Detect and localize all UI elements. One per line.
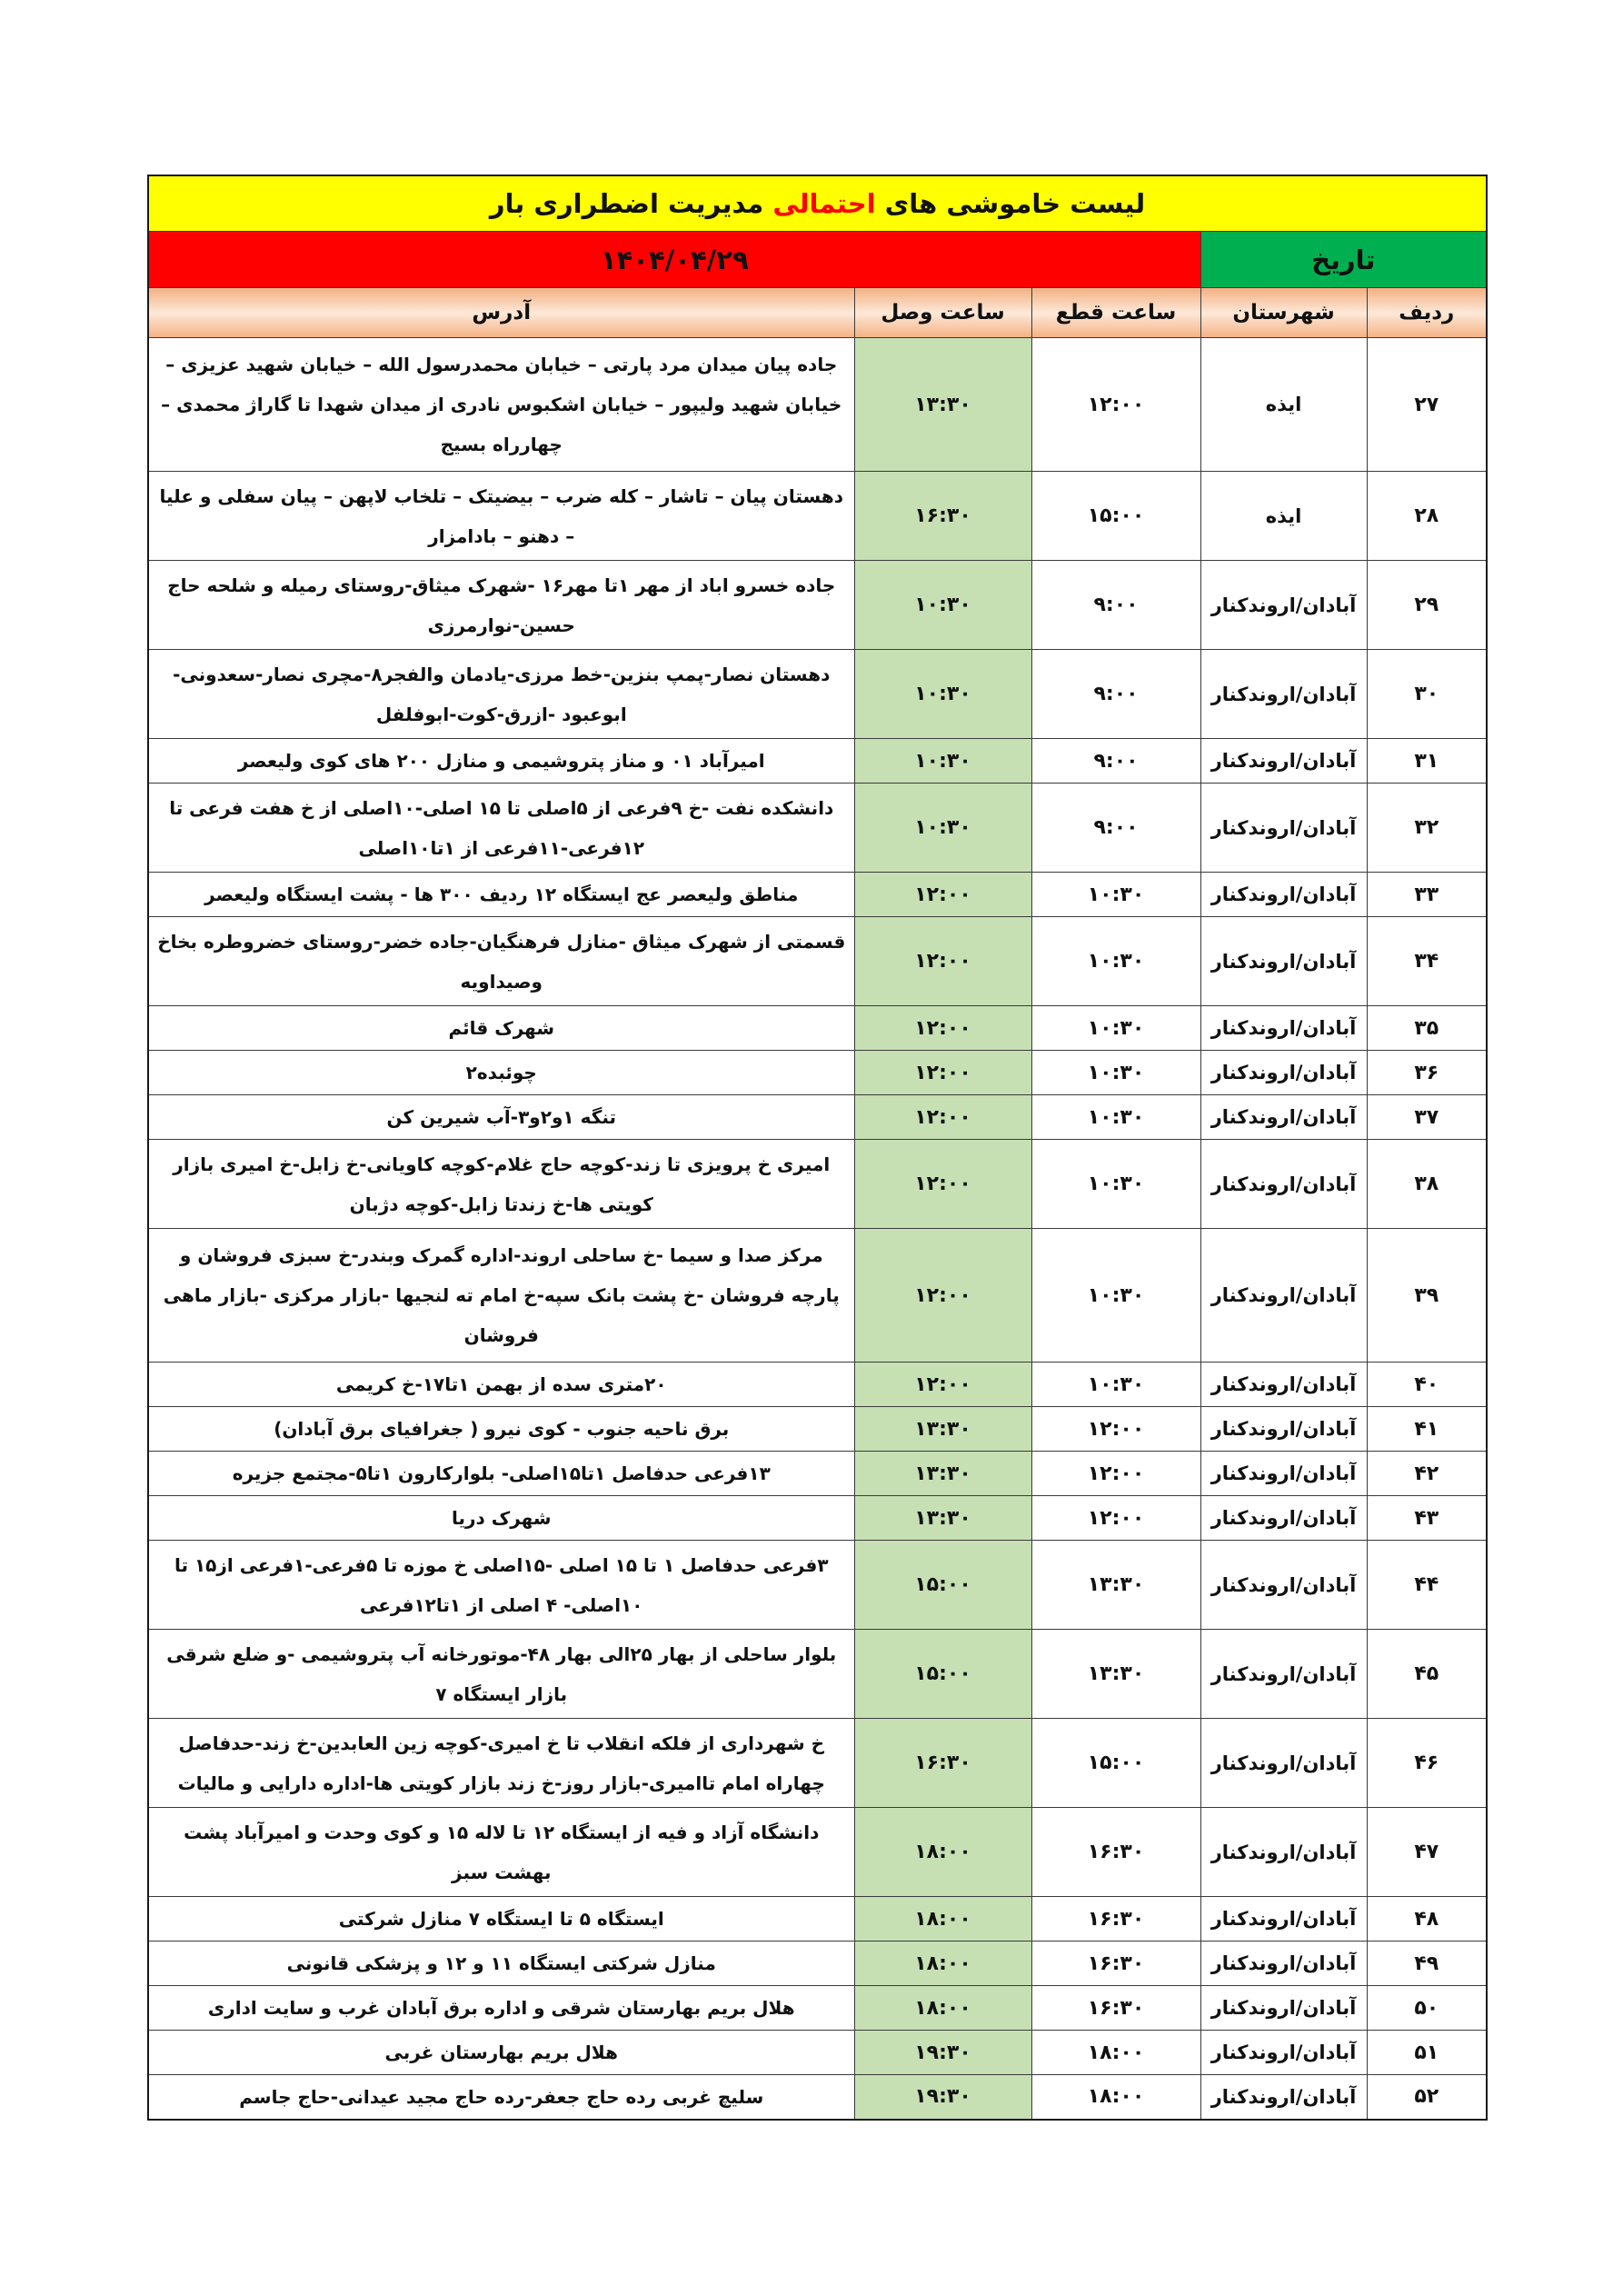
city-cell: آبادان/اروندکنار — [1200, 917, 1367, 1006]
table-row — [148, 472, 1487, 561]
date-value: ۱۴۰۴/۰۴/۲۹ — [148, 232, 1200, 288]
city-cell: آبادان/اروندکنار — [1200, 561, 1367, 650]
restore-time-cell: ۱۶:۳۰ — [854, 1719, 1031, 1808]
cut-time-cell: ۱۲:۰۰ — [1031, 1407, 1200, 1452]
address-cell: سلیچ غربی رده حاج جعفر-رده حاج مجید عیدانی-حاج جاسم — [148, 2075, 854, 2120]
restore-time-cell: ۱۲:۰۰ — [854, 1051, 1031, 1095]
city-cell: آبادان/اروندکنار — [1200, 1897, 1367, 1942]
city-cell: آبادان/اروندکنار — [1200, 1407, 1367, 1452]
restore-time-cell: ۱۲:۰۰ — [854, 1229, 1031, 1363]
table-row — [148, 1808, 1487, 1897]
table-row — [148, 1452, 1487, 1496]
restore-time-cell: ۱۲:۰۰ — [854, 873, 1031, 917]
row-number-cell: ۴۹ — [1367, 1942, 1487, 1986]
row-number-cell: ۳۷ — [1367, 1095, 1487, 1140]
outage-schedule-table — [147, 175, 1488, 2121]
address-cell: خ شهرداری از فلکه انقلاب تا خ امیری-کوچه زین العابدین-خ زند-حدفاصل چهاراه امام تاامیری-بازار روز-خ زند بازار کویتی ها-اداره دارایی و مالیات — [148, 1719, 854, 1808]
address-cell: هلال بریم بهارستان غربی — [148, 2031, 854, 2075]
table-row — [148, 561, 1487, 650]
table-row — [148, 1630, 1487, 1719]
cut-time-cell: ۹:۰۰ — [1031, 739, 1200, 784]
row-number-cell: ۳۴ — [1367, 917, 1487, 1006]
address-cell: جاده پیان میدان مرد پارتی – خیابان محمدرسول الله – خیابان شهید عزیزی – خیابان شهید ولیپور – خیابان اشکبوس نادری از میدان شهدا تا گاراژ محمدی – چهارراه بسیج — [148, 338, 854, 472]
row-number-cell: ۳۳ — [1367, 873, 1487, 917]
table-row — [148, 1363, 1487, 1407]
restore-time-cell: ۱۳:۳۰ — [854, 338, 1031, 472]
restore-time-cell: ۱۵:۰۰ — [854, 1541, 1031, 1630]
row-number-cell: ۵۲ — [1367, 2075, 1487, 2120]
address-cell: ۱۳فرعی حدفاصل ۱تا۱۵اصلی- بلوارکارون ۱تا۵-مجتمع جزیره — [148, 1452, 854, 1496]
header-row — [148, 288, 1487, 338]
row-number-cell: ۳۵ — [1367, 1006, 1487, 1051]
row-number-cell: ۳۹ — [1367, 1229, 1487, 1363]
header-city: شهرستان — [1200, 288, 1367, 338]
row-number-cell: ۳۸ — [1367, 1140, 1487, 1229]
cut-time-cell: ۱۰:۳۰ — [1031, 1229, 1200, 1363]
restore-time-cell: ۱۳:۳۰ — [854, 1452, 1031, 1496]
row-number-cell: ۲۸ — [1367, 472, 1487, 561]
restore-time-cell: ۱۸:۰۰ — [854, 1897, 1031, 1942]
cut-time-cell: ۱۵:۰۰ — [1031, 472, 1200, 561]
restore-time-cell: ۱۸:۰۰ — [854, 1808, 1031, 1897]
restore-time-cell: ۱۲:۰۰ — [854, 1006, 1031, 1051]
city-cell: آبادان/اروندکنار — [1200, 1986, 1367, 2031]
cut-time-cell: ۱۲:۰۰ — [1031, 1452, 1200, 1496]
cut-time-cell: ۱۰:۳۰ — [1031, 1006, 1200, 1051]
address-cell: ۳فرعی حدفاصل ۱ تا ۱۵ اصلی -۱۵اصلی خ موزه تا ۵فرعی-۱فرعی از۱۵ تا ۱۰اصلی- ۴ اصلی از ۱تا۱۲فرعی — [148, 1541, 854, 1630]
cut-time-cell: ۱۶:۳۰ — [1031, 1986, 1200, 2031]
title-row — [148, 175, 1487, 232]
city-cell: آبادان/اروندکنار — [1200, 1719, 1367, 1808]
cut-time-cell: ۱۳:۳۰ — [1031, 1541, 1200, 1630]
city-cell: آبادان/اروندکنار — [1200, 1630, 1367, 1719]
cut-time-cell: ۹:۰۰ — [1031, 784, 1200, 873]
row-number-cell: ۵۱ — [1367, 2031, 1487, 2075]
header-restore-time: ساعت وصل — [854, 288, 1031, 338]
row-number-cell: ۴۵ — [1367, 1630, 1487, 1719]
title-text-end: مدیریت اضطراری بار — [489, 188, 764, 219]
cut-time-cell: ۱۶:۳۰ — [1031, 1897, 1200, 1942]
row-number-cell: ۴۴ — [1367, 1541, 1487, 1630]
restore-time-cell: ۱۹:۳۰ — [854, 2031, 1031, 2075]
address-cell: جاده خسرو اباد از مهر ۱تا مهر۱۶ -شهرک میثاق-روستای رمیله و شلحه حاج حسین-نوارمرزی — [148, 561, 854, 650]
title-text-start: لیست خاموشی های — [884, 188, 1146, 219]
table-row — [148, 1140, 1487, 1229]
city-cell: آبادان/اروندکنار — [1200, 739, 1367, 784]
row-number-cell: ۳۰ — [1367, 650, 1487, 739]
cut-time-cell: ۱۲:۰۰ — [1031, 1496, 1200, 1541]
table-row — [148, 784, 1487, 873]
table-row — [148, 1719, 1487, 1808]
address-cell: امیری خ پرویزی تا زند-کوچه حاج غلام-کوچه کاویانی-خ زابل-خ امیری بازار کویتی ها-خ زندتا زابل-کوچه دژبان — [148, 1140, 854, 1229]
table-row — [148, 917, 1487, 1006]
address-cell: تنگه ۱و۲و۳-آب شیرین کن — [148, 1095, 854, 1140]
city-cell: آبادان/اروندکنار — [1200, 2075, 1367, 2120]
row-number-cell: ۳۲ — [1367, 784, 1487, 873]
restore-time-cell: ۱۹:۳۰ — [854, 2075, 1031, 2120]
row-number-cell: ۴۱ — [1367, 1407, 1487, 1452]
table-row — [148, 739, 1487, 784]
restore-time-cell: ۱۲:۰۰ — [854, 1363, 1031, 1407]
table-row — [148, 1407, 1487, 1452]
row-number-cell: ۴۶ — [1367, 1719, 1487, 1808]
header-address: آدرس — [148, 288, 854, 338]
cut-time-cell: ۱۸:۰۰ — [1031, 2031, 1200, 2075]
city-cell: آبادان/اروندکنار — [1200, 650, 1367, 739]
cut-time-cell: ۱۲:۰۰ — [1031, 338, 1200, 472]
cut-time-cell: ۱۰:۳۰ — [1031, 1363, 1200, 1407]
table-row — [148, 1229, 1487, 1363]
address-cell: دانشکده نفت -خ ۹فرعی از ۵اصلی تا ۱۵ اصلی-۱۰اصلی از خ هفت فرعی تا ۱۲فرعی-۱۱فرعی از ۱تا۱۰اصلی — [148, 784, 854, 873]
table-row — [148, 1541, 1487, 1630]
city-cell: آبادان/اروندکنار — [1200, 1363, 1367, 1407]
table-row — [148, 1897, 1487, 1942]
table-row — [148, 2031, 1487, 2075]
city-cell: آبادان/اروندکنار — [1200, 1452, 1367, 1496]
restore-time-cell: ۱۵:۰۰ — [854, 1630, 1031, 1719]
header-row-number: ردیف — [1367, 288, 1487, 338]
row-number-cell: ۴۰ — [1367, 1363, 1487, 1407]
table-row — [148, 338, 1487, 472]
row-number-cell: ۳۶ — [1367, 1051, 1487, 1095]
city-cell: آبادان/اروندکنار — [1200, 2031, 1367, 2075]
restore-time-cell: ۱۳:۳۰ — [854, 1407, 1031, 1452]
address-cell: منازل شرکتی ایستگاه ۱۱ و ۱۲ و پزشکی قانونی — [148, 1942, 854, 1986]
city-cell: آبادان/اروندکنار — [1200, 1808, 1367, 1897]
row-number-cell: ۲۹ — [1367, 561, 1487, 650]
city-cell: آبادان/اروندکنار — [1200, 1006, 1367, 1051]
row-number-cell: ۴۳ — [1367, 1496, 1487, 1541]
address-cell: دانشگاه آزاد و فیه از ایستگاه ۱۲ تا لاله ۱۵ و کوی وحدت و امیرآباد پشت بهشت سبز — [148, 1808, 854, 1897]
address-cell: امیرآباد ۰۱ و مناز پتروشیمی و منازل ۲۰۰ های کوی ولیعصر — [148, 739, 854, 784]
address-cell: ایستگاه ۵ تا ایستگاه ۷ منازل شرکتی — [148, 1897, 854, 1942]
page-title — [148, 175, 1487, 232]
restore-time-cell: ۱۰:۳۰ — [854, 784, 1031, 873]
table-row — [148, 873, 1487, 917]
row-number-cell: ۴۸ — [1367, 1897, 1487, 1942]
cut-time-cell: ۱۶:۳۰ — [1031, 1808, 1200, 1897]
city-cell: ایذه — [1200, 472, 1367, 561]
restore-time-cell: ۱۲:۰۰ — [854, 1095, 1031, 1140]
restore-time-cell: ۱۲:۰۰ — [854, 1140, 1031, 1229]
address-cell: شهرک دریا — [148, 1496, 854, 1541]
address-cell: مرکز صدا و سیما -خ ساحلی اروند-اداره گمرک وبندر-خ سبزی فروشان و پارچه فروشان -خ پشت بانک سپه-خ امام ته لنجیها -بازار مرکزی -بازار ماهی فروشان — [148, 1229, 854, 1363]
table-row — [148, 2075, 1487, 2120]
cut-time-cell: ۱۰:۳۰ — [1031, 873, 1200, 917]
city-cell: آبادان/اروندکنار — [1200, 873, 1367, 917]
address-cell: برق ناحیه جنوب - کوی نیرو ( جغرافیای برق آبادان) — [148, 1407, 854, 1452]
city-cell: آبادان/اروندکنار — [1200, 1541, 1367, 1630]
restore-time-cell: ۱۶:۳۰ — [854, 472, 1031, 561]
date-row — [148, 232, 1487, 288]
restore-time-cell: ۱۰:۳۰ — [854, 650, 1031, 739]
row-number-cell: ۴۲ — [1367, 1452, 1487, 1496]
restore-time-cell: ۱۲:۰۰ — [854, 917, 1031, 1006]
city-cell: آبادان/اروندکنار — [1200, 1140, 1367, 1229]
city-cell: آبادان/اروندکنار — [1200, 1229, 1367, 1363]
cut-time-cell: ۱۵:۰۰ — [1031, 1719, 1200, 1808]
address-cell: شهرک قائم — [148, 1006, 854, 1051]
table-row — [148, 1942, 1487, 1986]
table-row — [148, 1051, 1487, 1095]
cut-time-cell: ۱۰:۳۰ — [1031, 917, 1200, 1006]
restore-time-cell: ۱۳:۳۰ — [854, 1496, 1031, 1541]
address-cell: ۲۰متری سده از بهمن ۱تا۱۷-خ کریمی — [148, 1363, 854, 1407]
date-label: تاریخ — [1200, 232, 1487, 288]
city-cell: آبادان/اروندکنار — [1200, 1942, 1367, 1986]
city-cell: آبادان/اروندکنار — [1200, 784, 1367, 873]
address-cell: چوئبده۲ — [148, 1051, 854, 1095]
city-cell: آبادان/اروندکنار — [1200, 1496, 1367, 1541]
cut-time-cell: ۱۰:۳۰ — [1031, 1140, 1200, 1229]
title-highlight: احتمالی — [772, 188, 876, 219]
address-cell: مناطق ولیعصر عج ایستگاه ۱۲ ردیف ۳۰۰ ها - پشت ایستگاه ولیعصر — [148, 873, 854, 917]
address-cell: دهستان نصار-پمپ بنزین-خط مرزی-یادمان والفجر۸-مچری نصار-سعدونی-ابوعبود -ازرق-کوت-ابوفلفل — [148, 650, 854, 739]
address-cell: دهستان پیان – تاشار – کله ضرب – بیضیتک – تلخاب لاپهن – پیان سفلی و علیا – دهنو – بادامزار — [148, 472, 854, 561]
table-row — [148, 1496, 1487, 1541]
restore-time-cell: ۱۰:۳۰ — [854, 561, 1031, 650]
table-row — [148, 1006, 1487, 1051]
cut-time-cell: ۱۳:۳۰ — [1031, 1630, 1200, 1719]
cut-time-cell: ۹:۰۰ — [1031, 561, 1200, 650]
city-cell: آبادان/اروندکنار — [1200, 1051, 1367, 1095]
restore-time-cell: ۱۸:۰۰ — [854, 1986, 1031, 2031]
cut-time-cell: ۱۶:۳۰ — [1031, 1942, 1200, 1986]
cut-time-cell: ۱۰:۳۰ — [1031, 1095, 1200, 1140]
table-row — [148, 650, 1487, 739]
row-number-cell: ۴۷ — [1367, 1808, 1487, 1897]
address-cell: بلوار ساحلی از بهار ۲۵الی بهار ۴۸-موتورخانه آب پتروشیمی -و ضلع شرقی بازار ایستگاه ۷ — [148, 1630, 854, 1719]
table-row — [148, 1986, 1487, 2031]
cut-time-cell: ۹:۰۰ — [1031, 650, 1200, 739]
row-number-cell: ۵۰ — [1367, 1986, 1487, 2031]
table-row — [148, 1095, 1487, 1140]
restore-time-cell: ۱۰:۳۰ — [854, 739, 1031, 784]
row-number-cell: ۲۷ — [1367, 338, 1487, 472]
cut-time-cell: ۱۰:۳۰ — [1031, 1051, 1200, 1095]
city-cell: ایذه — [1200, 338, 1367, 472]
header-cut-time: ساعت قطع — [1031, 288, 1200, 338]
city-cell: آبادان/اروندکنار — [1200, 1095, 1367, 1140]
cut-time-cell: ۱۸:۰۰ — [1031, 2075, 1200, 2120]
address-cell: هلال بریم بهارستان شرقی و اداره برق آبادان غرب و سایت اداری — [148, 1986, 854, 2031]
restore-time-cell: ۱۸:۰۰ — [854, 1942, 1031, 1986]
address-cell: قسمتی از شهرک میثاق -منازل فرهنگیان-جاده خضر-روستای خضروطره بخاخ وصیداویه — [148, 917, 854, 1006]
row-number-cell: ۳۱ — [1367, 739, 1487, 784]
